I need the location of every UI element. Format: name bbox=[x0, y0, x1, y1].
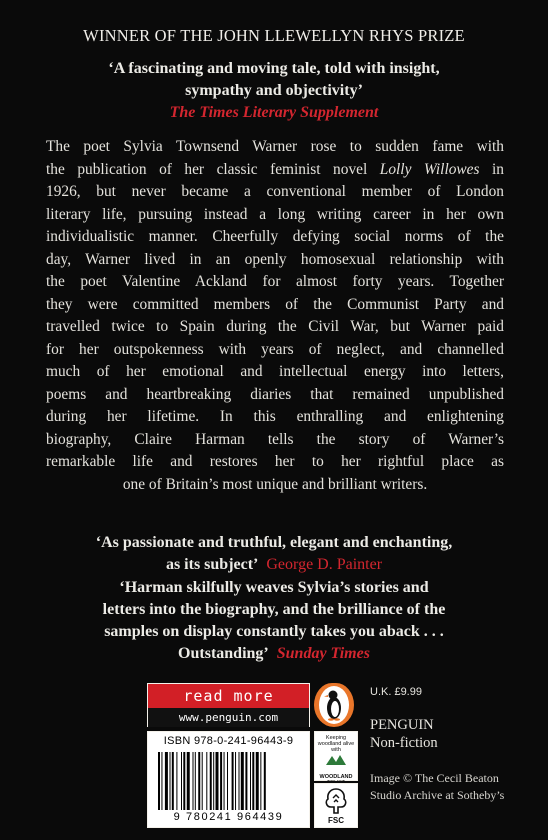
blurb-line: for her outspokenness with years of neglect, and channelled bbox=[46, 340, 504, 358]
penguin-figure-icon bbox=[323, 689, 345, 721]
blurb-line: much of her emotional and intellectual energy into letters, bbox=[46, 363, 504, 380]
review-quote-tls bbox=[20, 58, 528, 124]
barcode-panel bbox=[147, 731, 310, 828]
blurb-line: remarkable life and restores her to her rightful place as bbox=[46, 453, 504, 470]
image-credit bbox=[370, 770, 504, 804]
blurb-paragraph bbox=[46, 136, 504, 496]
quote-source: George D. Painter bbox=[266, 556, 383, 573]
blurb-line: they were committed members of the Communist Party and bbox=[46, 295, 504, 313]
credit-line: Image © The Cecil Beaton bbox=[370, 771, 499, 785]
blurb-line: the publication of her classic feminist novel Lolly Willowes in bbox=[46, 160, 504, 178]
price: U.K. £9.99 bbox=[370, 686, 422, 698]
read-more-badge[interactable] bbox=[147, 683, 310, 727]
quote-line: ‘As passionate and truthful, elegant and enchanting, bbox=[95, 534, 453, 551]
blurb-line: the poet Valentine Ackland for almost forty years. Together bbox=[46, 273, 504, 290]
blurb-line: during her lifetime. In this enthralling and enlightening bbox=[46, 408, 504, 425]
novel-title: Lolly Willowes bbox=[379, 160, 480, 178]
quote-line: ‘A fascinating and moving tale, told with insight, bbox=[108, 60, 440, 77]
quote-line: letters into the biography, and the brilliance of the bbox=[102, 601, 446, 618]
blurb-line: 1926, but never became a conventional member of London bbox=[46, 183, 504, 200]
blurb-line: travelled twice to Spain during the Civil War, but Warner paid bbox=[46, 318, 504, 335]
blurb-line: individualistic manner. Cheerfully defying social norms of the bbox=[46, 228, 504, 245]
penguin-url[interactable]: www.penguin.com bbox=[148, 708, 309, 727]
blurb-line: The poet Sylvia Townsend Warner rose to sudden fame with bbox=[46, 138, 504, 155]
quote-line: ‘Harman skilfully weaves Sylvia’s stories and bbox=[119, 579, 429, 596]
blurb-line: day, Warner lived in an openly homosexual relationship with bbox=[46, 250, 504, 268]
credit-line: Studio Archive at Sotheby’s bbox=[370, 788, 505, 802]
penguin-logo-icon bbox=[314, 683, 354, 727]
quote-line: as its subject’ George D. Painter bbox=[165, 556, 383, 573]
quote-source: The Times Literary Supplement bbox=[169, 104, 379, 121]
isbn-label: ISBN 978-0-241-96443-9 bbox=[163, 735, 294, 747]
prize-heading: WINNER OF THE JOHN LLEWELLYN RHYS PRIZE bbox=[83, 26, 465, 45]
blurb-line: poems and heartbreaking diaries that remained unpublished bbox=[46, 385, 504, 403]
fsc-tree-icon bbox=[321, 786, 351, 816]
review-quote-sunday-times bbox=[20, 577, 528, 665]
book-category: Non-fiction bbox=[370, 735, 438, 751]
publisher-name: PENGUIN bbox=[370, 717, 434, 733]
barcode-icon bbox=[156, 752, 304, 810]
woodland-trust-badge bbox=[314, 731, 358, 781]
fsc-badge bbox=[314, 783, 358, 828]
read-more-label: read more bbox=[183, 687, 274, 705]
blurb-line: literary life, pursuing instead a long writing career in her own bbox=[46, 205, 504, 223]
fsc-label: FSC bbox=[328, 816, 344, 825]
woodland-text: Keeping woodland alive with bbox=[317, 735, 355, 753]
quote-line: sympathy and objectivity’ bbox=[185, 82, 363, 99]
publisher-info bbox=[370, 716, 438, 752]
barcode-number: 9 780241 964439 bbox=[173, 811, 284, 823]
quote-line: Outstanding’ Sunday Times bbox=[178, 645, 370, 662]
woodland-trust-icon bbox=[324, 753, 348, 767]
blurb-line: biography, Claire Harman tells the story of Warner’s bbox=[46, 430, 504, 448]
quote-line: samples on display constantly takes you aback . . . bbox=[104, 623, 444, 640]
quote-source: Sunday Times bbox=[276, 645, 370, 662]
review-quote-painter bbox=[20, 532, 528, 576]
blurb-line: one of Britain’s most unique and brilliant writers. bbox=[122, 475, 428, 493]
woodland-brand: WOODLAND bbox=[319, 774, 353, 780]
